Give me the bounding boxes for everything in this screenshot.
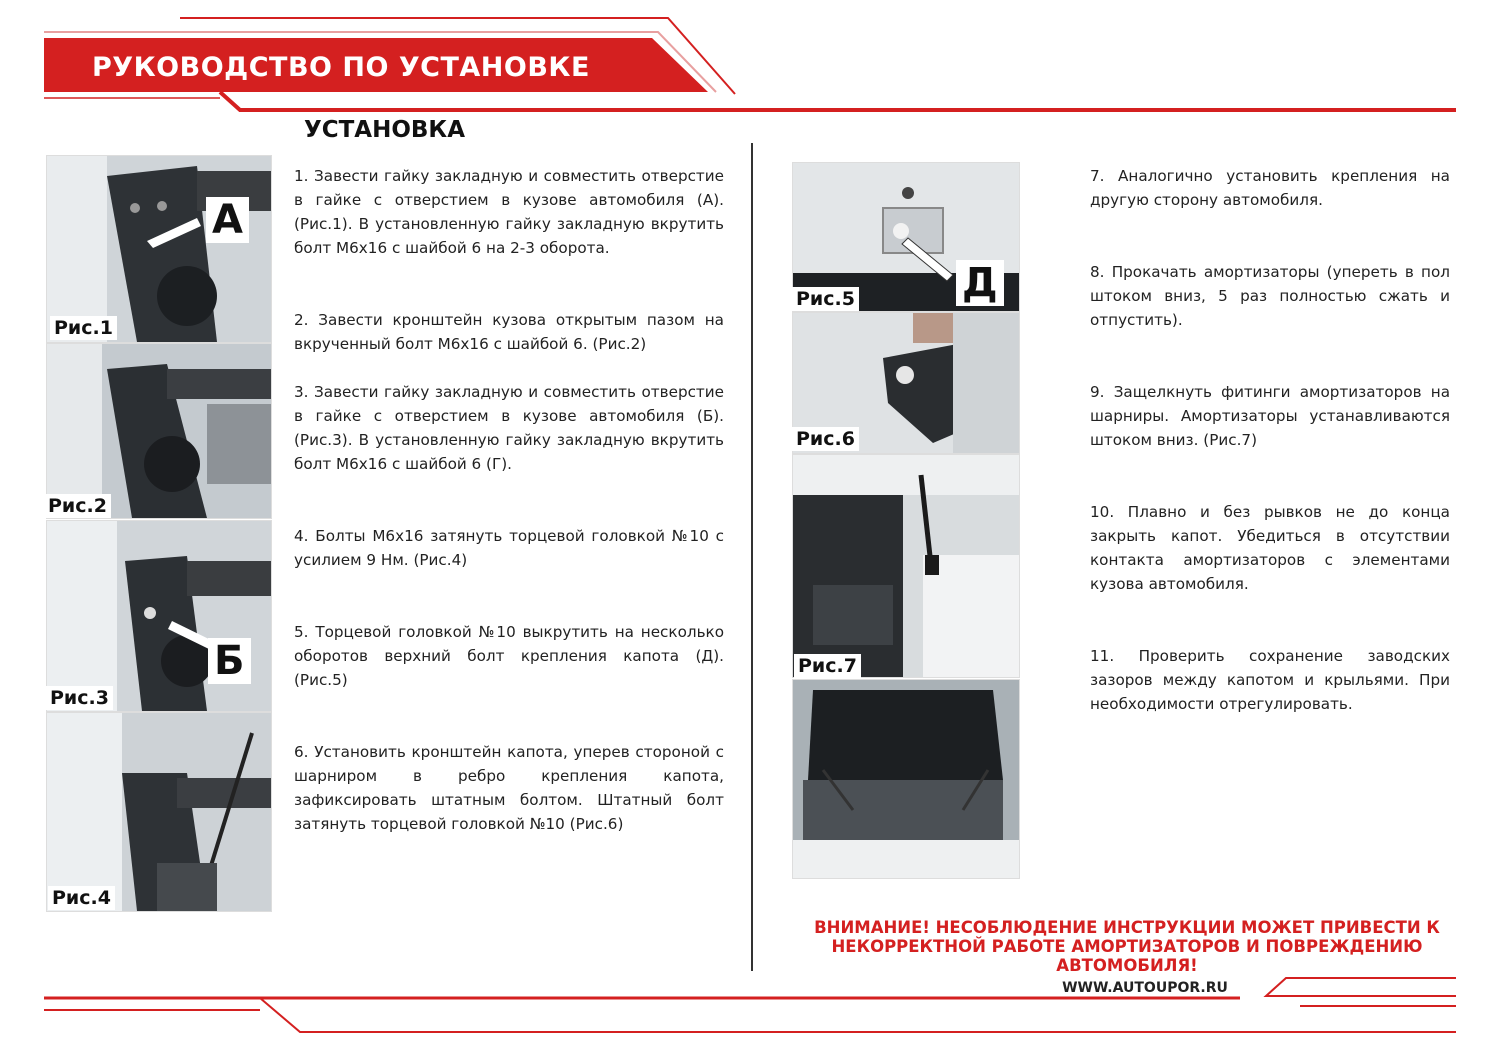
step-9: 9. Защелкнуть фитинги амортизаторов на шарниры. Амортизаторы устанавливаются штоком вниз. (Рис.7) <box>1090 383 1450 449</box>
figure-2-photo <box>46 343 272 519</box>
figure-6-label: Рис.6 <box>792 427 859 451</box>
step-7: 7. Аналогично установить крепления на другую сторону автомобиля. <box>1090 167 1450 209</box>
step-11: 11. Проверить сохранение заводских зазоров между капотом и крыльями. При необходимости отрегулировать. <box>1090 647 1450 713</box>
footer-decoration <box>0 960 1500 1060</box>
step-5: 5. Торцевой головкой №10 выкрутить на несколько оборотов верхний болт крепления капота (Д). (Рис.5) <box>294 623 724 689</box>
figure-8-photo <box>792 679 1020 879</box>
figure-4-photo <box>46 712 272 912</box>
figure-2-label: Рис.2 <box>44 494 111 518</box>
figure-1-label: Рис.1 <box>50 316 117 340</box>
figure-1-photo <box>46 155 272 343</box>
figure-4-label: Рис.4 <box>48 886 115 910</box>
step-3: 3. Завести гайку закладную и совместить отверстие в гайке с отверстием в кузове автомобиля (Б).(Рис.3). В установленную гайку закладную вкрутить болт М6х16 с шайбой 6 (Г). <box>294 383 724 473</box>
figure-7-photo <box>792 454 1020 678</box>
step-10: 10. Плавно и без рывков не до конца закрыть капот. Убедиться в отсутствии контакта амортизаторов с элементами кузова автомобиля. <box>1090 503 1450 593</box>
figure-7-label: Рис.7 <box>794 654 861 678</box>
figure-3-label: Рис.3 <box>46 686 113 710</box>
marker-d: Д <box>956 260 1004 306</box>
figure-5-label: Рис.5 <box>792 287 859 311</box>
website-link[interactable]: WWW.AUTOUPOR.RU <box>1062 980 1228 996</box>
column-divider <box>751 143 753 971</box>
section-title: УСТАНОВКА <box>304 117 466 143</box>
step-1: 1. Завести гайку закладную и совместить отверстие в гайке с отверстием в кузове автомобиля (А).(Рис.1). В установленную гайку закладную вкрутить болт М6х16 с шайбой 6 на 2-3 оборота. <box>294 167 724 257</box>
header-title: РУКОВОДСТВО ПО УСТАНОВКЕ <box>92 52 590 83</box>
step-4: 4. Болты М6х16 затянуть торцевой головкой №10 с усилием 9 Нм. (Рис.4) <box>294 527 724 569</box>
warning-text: ВНИМАНИЕ! НЕСОБЛЮДЕНИЕ ИНСТРУКЦИИ МОЖЕТ ПРИВЕСТИ К НЕКОРРЕКТНОЙ РАБОТЕ АМОРТИЗАТОРОВ И ПОВРЕЖДЕНИЮ АВТОМОБИЛЯ! <box>814 918 1440 975</box>
marker-a: А <box>206 197 249 243</box>
marker-b: Б <box>208 638 251 684</box>
step-2: 2. Завести кронштейн кузова открытым пазом на вкрученный болт М6х16 с шайбой 6. (Рис.2) <box>294 311 724 353</box>
step-6: 6. Установить кронштейн капота, уперев стороной с шарниром в ребро крепления капота, зафиксировать штатным болтом. Штатный болт затянуть торцевой головкой №10 (Рис.6) <box>294 743 724 833</box>
step-8: 8. Прокачать амортизаторы (упереть в пол штоком вниз, 5 раз полностью сжать и отпустить). <box>1090 263 1450 329</box>
